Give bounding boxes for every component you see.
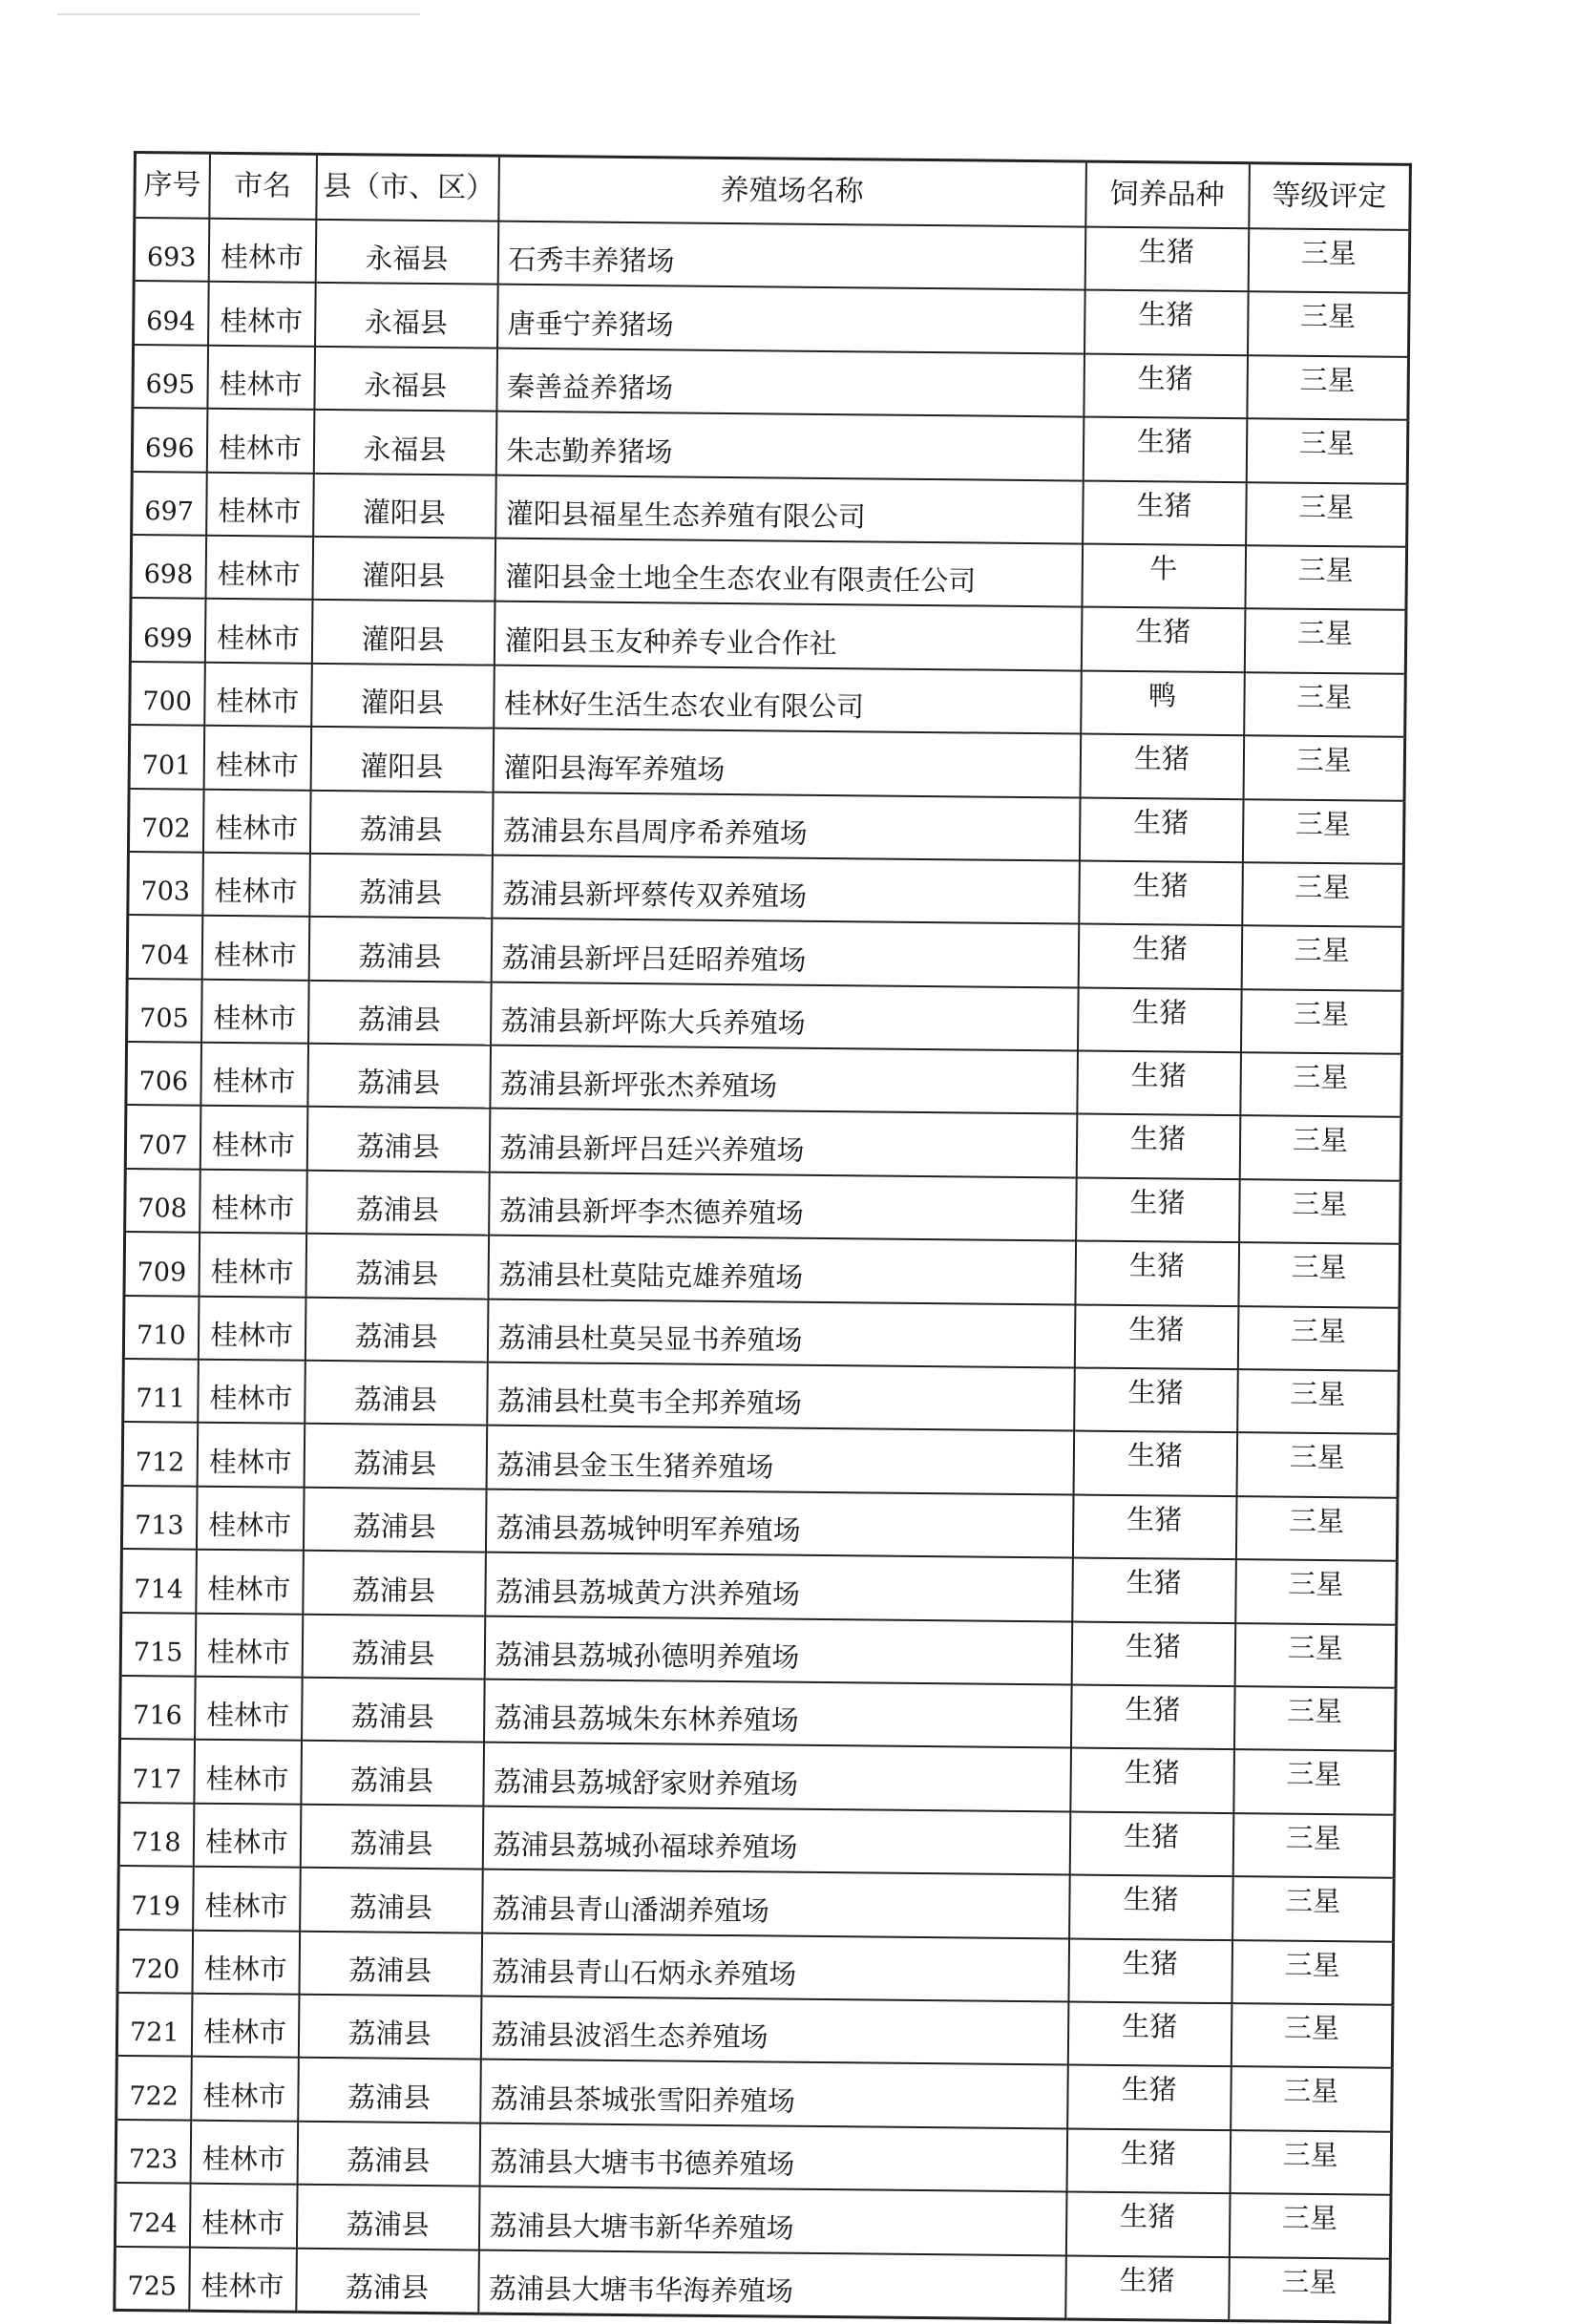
cell-farm-name: 荔浦县新坪李杰德养殖场 (489, 1172, 1077, 1240)
cell-grade: 三星 (1241, 925, 1403, 990)
cell-species: 生猪 (1077, 987, 1241, 1052)
cell-seq: 695 (133, 345, 208, 409)
cell-grade: 三星 (1242, 862, 1404, 927)
cell-farm-name: 荔浦县金玉生猪养殖场 (486, 1426, 1074, 1494)
cell-species: 生猪 (1070, 1684, 1234, 1749)
cell-farm-name: 荔浦县杜莫韦全邦养殖场 (487, 1363, 1075, 1431)
cell-city: 桂林市 (204, 662, 312, 726)
cell-farm-name: 荔浦县杜莫陆克雄养殖场 (488, 1236, 1076, 1304)
cell-county: 荔浦县 (307, 1044, 491, 1109)
cell-grade: 三星 (1229, 2257, 1391, 2323)
cell-species: 生猪 (1071, 1621, 1235, 1686)
cell-farm-name: 荔浦县大塘韦新华养殖场 (478, 2187, 1066, 2255)
cell-species: 生猪 (1076, 1177, 1240, 1242)
cell-species: 生猪 (1072, 1558, 1236, 1623)
cell-farm-name: 荔浦县荔城舒家财养殖场 (483, 1743, 1071, 1811)
cell-grade: 三星 (1229, 2193, 1391, 2258)
cell-county: 荔浦县 (309, 854, 493, 919)
cell-seq: 714 (121, 1549, 197, 1613)
cell-grade: 三星 (1243, 735, 1405, 800)
cell-seq: 722 (116, 2056, 192, 2120)
cell-seq: 700 (130, 662, 205, 726)
cell-species: 生猪 (1078, 924, 1242, 989)
cell-grade: 三星 (1231, 2003, 1393, 2068)
cell-city: 桂林市 (199, 1233, 306, 1297)
cell-farm-name: 荔浦县新坪吕廷昭养殖场 (491, 919, 1079, 987)
cell-county: 荔浦县 (298, 1995, 481, 2060)
cell-grade: 三星 (1239, 1116, 1401, 1181)
table-row (115, 2246, 1391, 2322)
cell-county: 荔浦县 (305, 1234, 489, 1299)
cell-grade: 三星 (1240, 989, 1402, 1054)
cell-city: 桂林市 (197, 1423, 305, 1487)
cell-farm-name: 荔浦县荔城朱东林养殖场 (484, 1680, 1072, 1748)
cell-grade: 三星 (1238, 1242, 1400, 1307)
cell-grade: 三星 (1233, 1686, 1396, 1751)
cell-grade: 三星 (1235, 1559, 1398, 1624)
cell-seq: 693 (134, 218, 209, 282)
cell-species: 牛 (1082, 544, 1246, 609)
cell-county: 荔浦县 (297, 2121, 480, 2186)
cell-seq: 697 (132, 472, 207, 536)
cell-farm-name: 荔浦县荔城钟明军养殖场 (485, 1489, 1073, 1557)
cell-city: 桂林市 (200, 1170, 307, 1234)
header-seq: 序号 (135, 153, 210, 219)
cell-farm-name: 石秀丰养猪场 (497, 222, 1085, 290)
cell-farm-name: 灌阳县金土地全生态农业有限责任公司 (495, 539, 1083, 607)
cell-grade: 三星 (1232, 1813, 1395, 1878)
cell-farm-name: 荔浦县荔城黄方洪养殖场 (485, 1553, 1073, 1621)
cell-species: 生猪 (1083, 417, 1247, 482)
cell-city: 桂林市 (208, 282, 316, 346)
cell-species: 生猪 (1073, 1431, 1237, 1496)
cell-farm-name: 朱志勤养猪场 (495, 412, 1084, 480)
cell-grade: 三星 (1244, 609, 1406, 674)
cell-city: 桂林市 (206, 472, 314, 536)
cell-grade: 三星 (1247, 355, 1409, 420)
cell-species: 生猪 (1074, 1304, 1238, 1369)
cell-seq: 702 (128, 788, 203, 852)
cell-species: 生猪 (1070, 1748, 1234, 1813)
cell-seq: 725 (115, 2246, 190, 2311)
cell-city: 桂林市 (200, 1106, 307, 1170)
cell-seq: 710 (123, 1296, 199, 1360)
cell-county: 荔浦县 (309, 790, 493, 855)
cell-county: 荔浦县 (308, 980, 492, 1045)
cell-city: 桂林市 (200, 1043, 308, 1107)
cell-farm-name: 荔浦县大塘韦书德养殖场 (479, 2123, 1067, 2191)
cell-farm-name: 荔浦县新坪蔡传双养殖场 (492, 856, 1080, 924)
cell-species: 生猪 (1067, 2065, 1232, 2130)
cell-city: 桂林市 (205, 536, 313, 600)
header-county: 县（市、区） (316, 154, 499, 221)
cell-city: 桂林市 (195, 1613, 303, 1677)
cell-seq: 718 (118, 1803, 194, 1867)
cell-seq: 711 (123, 1359, 199, 1423)
cell-farm-name: 荔浦县波滔生态养殖场 (480, 1997, 1068, 2065)
cell-species: 生猪 (1076, 1114, 1240, 1179)
header-species: 饲养品种 (1085, 161, 1250, 228)
table-header-row (135, 153, 1411, 230)
cell-seq: 721 (116, 1993, 192, 2057)
cell-species: 生猪 (1072, 1494, 1236, 1559)
cell-farm-name: 荔浦县大塘韦华海养殖场 (478, 2250, 1066, 2319)
cell-species: 生猪 (1065, 2192, 1230, 2257)
cell-seq: 703 (128, 852, 203, 916)
cell-species: 生猪 (1068, 1938, 1232, 2003)
cell-seq: 717 (119, 1739, 195, 1803)
cell-city: 桂林市 (198, 1360, 305, 1424)
cell-county: 永福县 (315, 220, 498, 285)
cell-city: 桂林市 (207, 346, 315, 410)
cell-city: 桂林市 (196, 1550, 304, 1614)
cell-grade: 三星 (1242, 799, 1404, 864)
cell-species: 生猪 (1066, 2128, 1231, 2193)
cell-farm-name: 秦善益养猪场 (496, 348, 1084, 416)
cell-species: 生猪 (1069, 1875, 1233, 1940)
cell-seq: 708 (125, 1169, 200, 1233)
cell-grade: 三星 (1236, 1433, 1399, 1498)
cell-farm-name: 荔浦县青山石炳永养殖场 (481, 1933, 1069, 2001)
cell-seq: 705 (127, 979, 202, 1043)
cell-county: 荔浦县 (299, 1931, 482, 1996)
cell-grade: 三星 (1246, 418, 1408, 483)
cell-farm-name: 灌阳县玉友种养专业合作社 (494, 602, 1082, 670)
cell-county: 灌阳县 (311, 664, 495, 729)
cell-county: 灌阳县 (311, 600, 495, 665)
cell-county: 永福县 (314, 347, 497, 412)
cell-city: 桂林市 (191, 2057, 299, 2121)
header-farm-name: 养殖场名称 (498, 156, 1086, 226)
cell-species: 生猪 (1077, 1051, 1241, 1116)
cell-seq: 699 (130, 598, 205, 662)
cell-city: 桂林市 (193, 1867, 301, 1931)
cell-city: 桂林市 (193, 1803, 301, 1867)
cell-grade: 三星 (1231, 2066, 1393, 2131)
cell-species: 鸭 (1081, 670, 1245, 735)
cell-grade: 三星 (1245, 545, 1407, 610)
cell-seq: 701 (129, 725, 204, 789)
cell-grade: 三星 (1244, 672, 1406, 737)
cell-grade: 三星 (1230, 2130, 1392, 2195)
cell-county: 荔浦县 (306, 1171, 490, 1236)
cell-farm-name: 荔浦县荔城孙福球养殖场 (482, 1806, 1070, 1874)
cell-species: 生猪 (1069, 1811, 1233, 1876)
cell-species: 生猪 (1080, 734, 1244, 799)
cell-farm-name: 灌阳县福星生态养殖有限公司 (495, 475, 1084, 543)
cell-county: 荔浦县 (296, 2185, 479, 2250)
cell-farm-name: 荔浦县荔城孙德明养殖场 (484, 1616, 1072, 1684)
cell-grade: 三星 (1234, 1623, 1397, 1688)
cell-county: 荔浦县 (302, 1678, 485, 1743)
cell-city: 桂林市 (198, 1296, 305, 1360)
cell-seq: 720 (117, 1929, 193, 1993)
cell-farm-name: 唐垂宁养猪场 (497, 285, 1085, 353)
cell-county: 灌阳县 (312, 537, 495, 602)
cell-city: 桂林市 (201, 979, 309, 1043)
cell-species: 生猪 (1084, 353, 1248, 418)
cell-species: 生猪 (1067, 2001, 1232, 2066)
cell-seq: 694 (134, 281, 209, 345)
cell-city: 桂林市 (190, 2120, 298, 2184)
cell-city: 桂林市 (194, 1740, 302, 1804)
header-grade: 等级评定 (1249, 163, 1411, 230)
header-city: 市名 (209, 153, 317, 220)
cell-seq: 713 (121, 1486, 197, 1550)
cell-farm-name: 桂林好生活生态农业有限公司 (494, 665, 1082, 733)
cell-farm-name: 荔浦县新坪吕廷兴养殖场 (489, 1109, 1077, 1177)
cell-city: 桂林市 (189, 2184, 297, 2248)
cell-grade: 三星 (1247, 292, 1409, 357)
cell-species: 生猪 (1084, 227, 1249, 292)
cell-farm-name: 荔浦县青山潘湖养殖场 (482, 1870, 1070, 1938)
cell-seq: 704 (127, 915, 202, 979)
cell-grade: 三星 (1240, 1052, 1402, 1117)
cell-farm-name: 荔浦县新坪陈大兵养殖场 (491, 982, 1079, 1050)
cell-seq: 709 (124, 1232, 200, 1296)
cell-grade: 三星 (1239, 1179, 1401, 1244)
cell-city: 桂林市 (202, 853, 310, 917)
cell-grade: 三星 (1246, 482, 1408, 547)
cell-seq: 707 (125, 1105, 200, 1169)
cell-county: 荔浦县 (303, 1551, 486, 1616)
cell-city: 桂林市 (192, 1930, 300, 1994)
cell-county: 荔浦县 (303, 1488, 486, 1553)
cell-grade: 三星 (1237, 1306, 1400, 1371)
farm-rating-table (113, 151, 1412, 2324)
table-body (115, 218, 1410, 2322)
cell-species: 生猪 (1083, 480, 1247, 545)
scan-edge-mark (57, 13, 420, 15)
cell-species: 生猪 (1074, 1368, 1238, 1433)
cell-county: 荔浦县 (301, 1741, 484, 1806)
cell-farm-name: 荔浦县新坪张杰养殖场 (490, 1046, 1078, 1114)
cell-city: 桂林市 (191, 1994, 299, 2058)
cell-county: 灌阳县 (313, 473, 496, 538)
cell-seq: 712 (122, 1422, 198, 1486)
cell-species: 生猪 (1079, 860, 1243, 925)
cell-farm-name: 荔浦县杜莫吴显书养殖场 (487, 1299, 1075, 1367)
cell-grade: 三星 (1248, 228, 1410, 293)
cell-seq: 706 (126, 1042, 201, 1106)
cell-city: 桂林市 (203, 726, 311, 790)
cell-city: 桂林市 (189, 2247, 297, 2312)
cell-county: 永福县 (313, 410, 496, 475)
cell-county: 灌阳县 (310, 727, 494, 792)
cell-county: 荔浦县 (304, 1424, 487, 1489)
cell-seq: 723 (116, 2120, 191, 2184)
cell-grade: 三星 (1232, 1876, 1395, 1941)
cell-grade: 三星 (1235, 1496, 1398, 1561)
cell-county: 荔浦县 (305, 1297, 488, 1362)
cell-county: 永福县 (315, 283, 498, 348)
cell-species: 生猪 (1079, 797, 1243, 862)
cell-seq: 698 (131, 535, 206, 599)
cell-species: 生猪 (1065, 2255, 1230, 2321)
cell-seq: 696 (132, 408, 207, 472)
cell-county: 荔浦县 (300, 1868, 483, 1933)
cell-city: 桂林市 (204, 599, 312, 663)
cell-species: 生猪 (1081, 607, 1245, 672)
cell-county: 荔浦县 (305, 1361, 488, 1426)
cell-farm-name: 灌阳县海军养殖场 (493, 729, 1081, 797)
cell-grade: 三星 (1237, 1369, 1400, 1434)
cell-city: 桂林市 (202, 789, 310, 853)
cell-seq: 716 (120, 1676, 196, 1740)
cell-city: 桂林市 (195, 1677, 303, 1741)
cell-county: 荔浦县 (306, 1107, 490, 1172)
cell-county: 荔浦县 (296, 2248, 479, 2313)
cell-farm-name: 荔浦县茶城张雪阳养殖场 (480, 2060, 1068, 2128)
cell-seq: 724 (115, 2183, 190, 2247)
cell-city: 桂林市 (196, 1487, 304, 1551)
cell-city: 桂林市 (201, 916, 309, 980)
cell-seq: 715 (120, 1613, 196, 1677)
cell-county: 荔浦县 (300, 1805, 483, 1870)
cell-city: 桂林市 (206, 409, 314, 473)
cell-seq: 719 (118, 1866, 194, 1930)
cell-grade: 三星 (1232, 1940, 1394, 2005)
cell-county: 荔浦县 (308, 917, 492, 982)
cell-city: 桂林市 (208, 219, 316, 283)
cell-species: 生猪 (1075, 1241, 1239, 1306)
cell-county: 荔浦县 (298, 2058, 481, 2123)
cell-farm-name: 荔浦县东昌周序希养殖场 (492, 792, 1080, 860)
cell-county: 荔浦县 (302, 1614, 485, 1679)
cell-grade: 三星 (1233, 1750, 1396, 1815)
cell-species: 生猪 (1084, 290, 1249, 355)
